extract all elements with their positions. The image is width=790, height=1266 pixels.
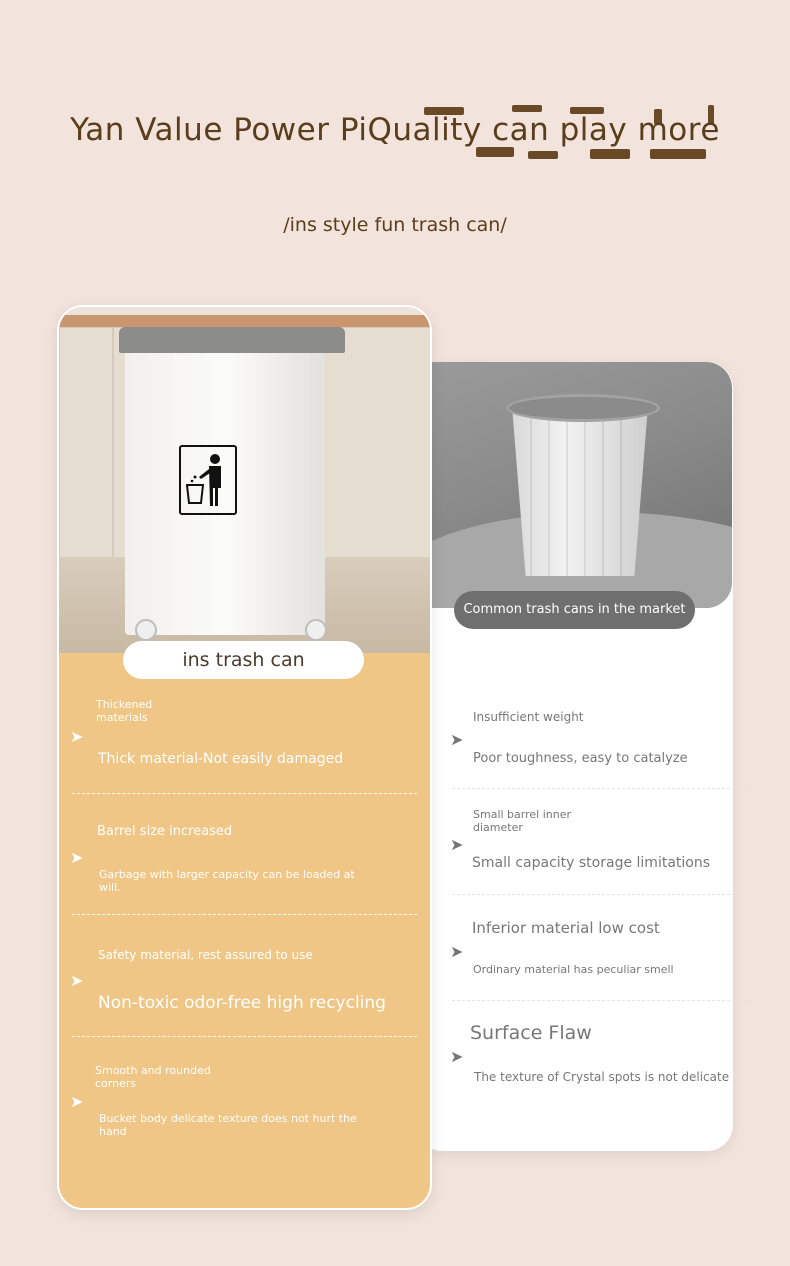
right-item-4-large: The texture of Crystal spots is not delicate (474, 1070, 730, 1084)
divider (72, 793, 417, 794)
common-trash-can-badge: Common trash cans in the market (454, 591, 695, 629)
right-item-2-small: Small barrel inner diameter (473, 808, 571, 834)
left-item-2-large: Garbage with larger capacity can be loaded at will. (99, 868, 355, 894)
left-item-4-large: Bucket body delicate texture does not hurt the hand (99, 1112, 357, 1138)
left-item-1-large: Thick material-Not easily damaged (98, 751, 344, 767)
divider (72, 1036, 417, 1037)
right-item-4-small: Surface Flaw (470, 1022, 592, 1044)
arrow-icon: ➤ (450, 730, 464, 749)
left-item-2-small: Barrel size increased (97, 824, 233, 839)
arrow-icon: ➤ (70, 727, 84, 746)
arrow-icon: ➤ (70, 848, 84, 867)
ins-trash-can-badge: ins trash can (123, 641, 364, 679)
trash-disposal-sign-icon (179, 445, 237, 515)
divider (452, 1000, 750, 1001)
left-item-4-small: Smooth and rounded corners (95, 1064, 211, 1090)
common-trash-can-image (432, 362, 732, 608)
ins-trash-can-image (59, 307, 430, 653)
divider (452, 788, 750, 789)
arrow-icon: ➤ (450, 942, 464, 961)
left-item-1-small: Thickened materials (96, 698, 153, 724)
right-item-3-small: Inferior material low cost (472, 919, 660, 937)
divider (72, 914, 417, 915)
right-item-2-large: Small capacity storage limitations (472, 855, 711, 871)
arrow-icon: ➤ (70, 1092, 84, 1111)
left-item-3-small: Safety material, rest assured to use (98, 948, 313, 962)
left-item-3-large: Non-toxic odor-free high recycling (98, 993, 386, 1013)
divider (452, 894, 750, 895)
arrow-icon: ➤ (70, 971, 84, 990)
arrow-icon: ➤ (450, 835, 464, 854)
right-item-1-small: Insufficient weight (473, 710, 584, 724)
right-item-3-large: Ordinary material has peculiar smell (473, 963, 674, 976)
right-item-1-large: Poor toughness, easy to catalyze (473, 751, 688, 766)
page-title: Yan Value Power PiQuality can play more (70, 112, 720, 148)
arrow-icon: ➤ (450, 1047, 464, 1066)
page-subtitle: /ins style fun trash can/ (283, 214, 507, 236)
